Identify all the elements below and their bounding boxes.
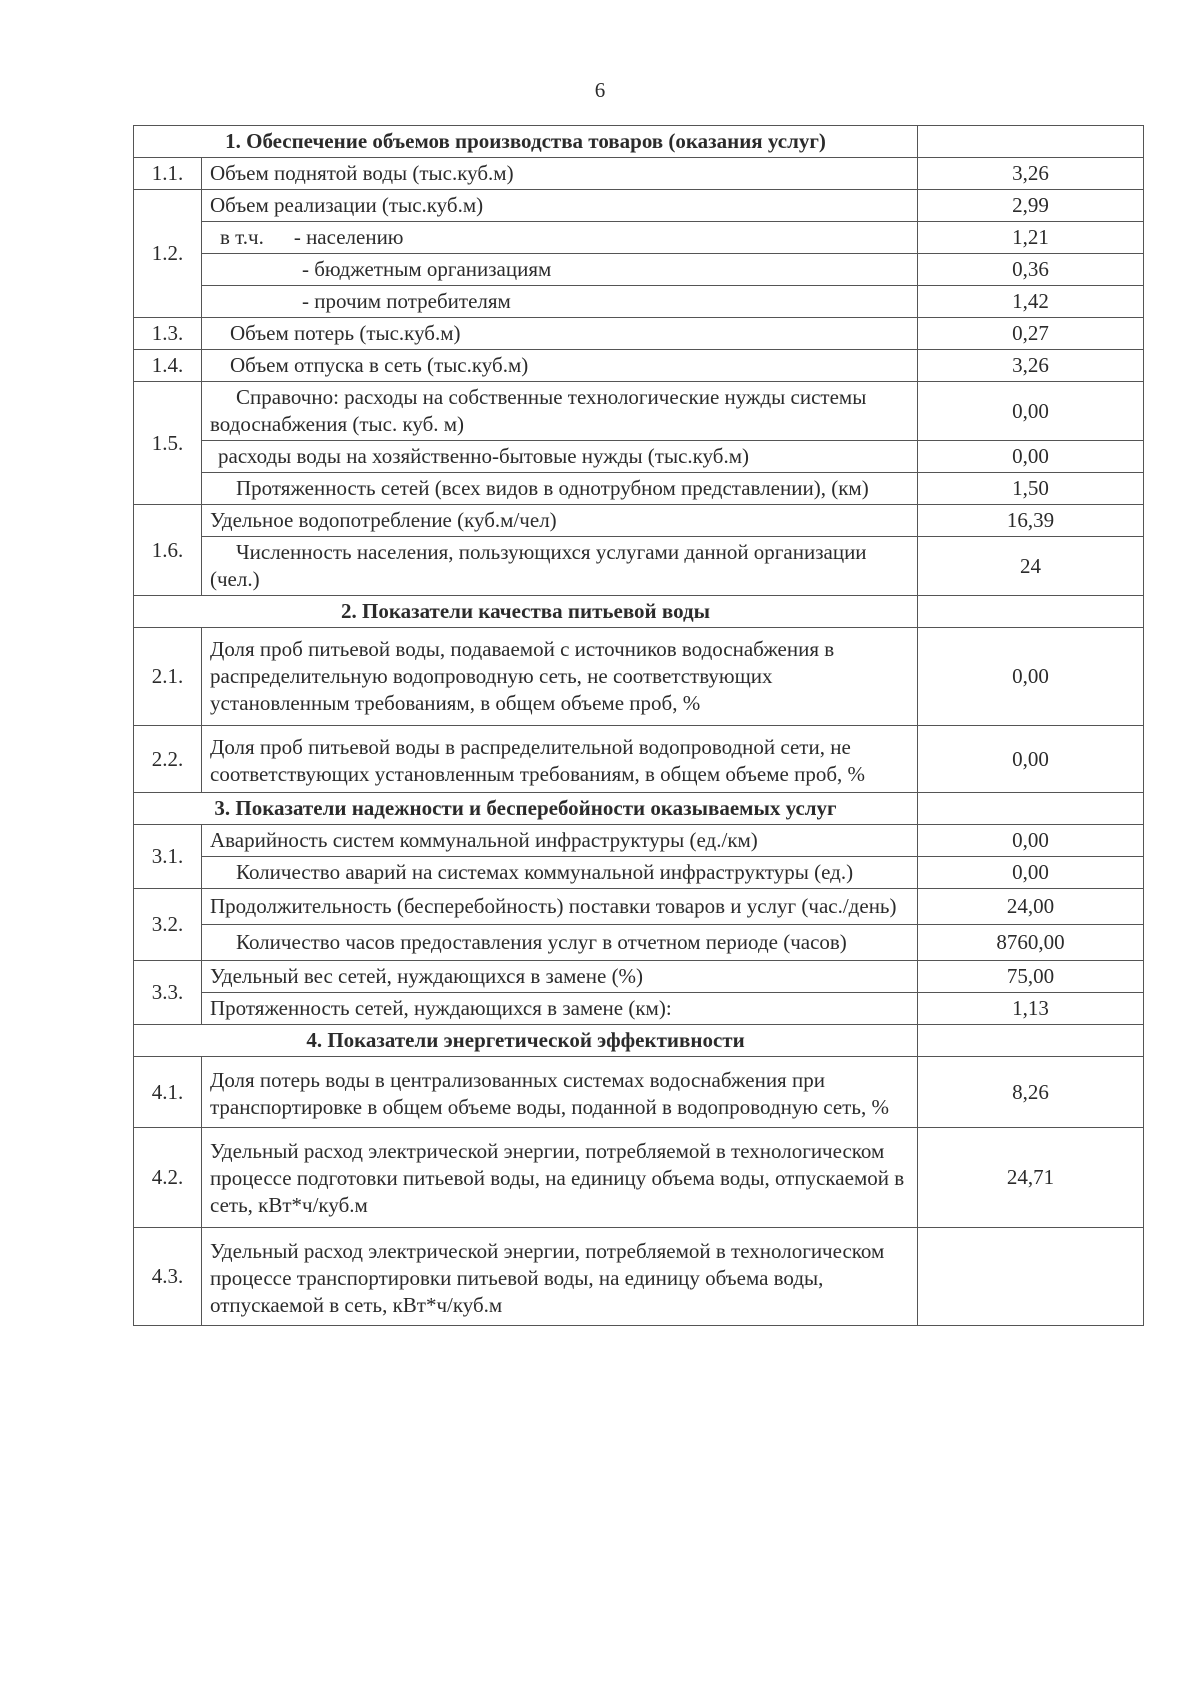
row-description: Доля потерь воды в централизованных системах водоснабжения при транспортировке в общем объеме воды, поданной в водопроводную сеть, % xyxy=(202,1057,918,1128)
row-description: Удельное водопотребление (куб.м/чел) xyxy=(202,505,918,537)
row-number: 2.2. xyxy=(134,726,202,793)
row-description: Численность населения, пользующихся услугами данной организации (чел.) xyxy=(202,537,918,596)
row-value: 0,00 xyxy=(918,382,1144,441)
section-header-row xyxy=(134,1025,1144,1057)
row-description: расходы воды на хозяйственно-бытовые нужды (тыс.куб.м) xyxy=(202,441,918,473)
row-description: Удельный расход электрической энергии, потребляемой в технологическом процессе транспортировки питьевой воды, на единицу объема воды, отпускаемой в сеть, кВт*ч/куб.м xyxy=(202,1228,918,1326)
row-value: 0,00 xyxy=(918,726,1144,793)
row-description: - бюджетным организациям xyxy=(202,254,918,286)
row-description: Объем отпуска в сеть (тыс.куб.м) xyxy=(202,350,918,382)
row-value: 75,00 xyxy=(918,961,1144,993)
row-value: 0,00 xyxy=(918,857,1144,889)
row-description: Протяженность сетей, нуждающихся в замене (км): xyxy=(202,993,918,1025)
section-value-cell xyxy=(918,1025,1144,1057)
section-1-title: 1. Обеспечение объемов производства товаров (оказания услуг) xyxy=(134,126,918,158)
table-row xyxy=(134,222,1144,254)
row-number: 4.1. xyxy=(134,1057,202,1128)
row-description: Справочно: расходы на собственные технологические нужды системы водоснабжения (тыс. куб. м) xyxy=(202,382,918,441)
section-3-title: 3. Показатели надежности и бесперебойности оказываемых услуг xyxy=(134,793,918,825)
row-value: 8,26 xyxy=(918,1057,1144,1128)
table-row xyxy=(134,993,1144,1025)
row-number: 1.6. xyxy=(134,505,202,596)
row-number: 1.5. xyxy=(134,382,202,505)
indicators-table xyxy=(133,125,1144,1326)
row-description xyxy=(202,222,918,254)
row-value: 0,27 xyxy=(918,318,1144,350)
table-row xyxy=(134,1057,1144,1128)
row-value: 0,36 xyxy=(918,254,1144,286)
section-value-cell xyxy=(918,793,1144,825)
row-description: Протяженность сетей (всех видов в однотрубном представлении), (км) xyxy=(202,473,918,505)
row-number: 1.2. xyxy=(134,190,202,318)
row-prefix: в т.ч. xyxy=(220,225,264,249)
table-row xyxy=(134,505,1144,537)
row-value: 0,00 xyxy=(918,628,1144,726)
table-row xyxy=(134,925,1144,961)
row-number: 3.2. xyxy=(134,889,202,961)
section-header-row xyxy=(134,126,1144,158)
row-description: Объем потерь (тыс.куб.м) xyxy=(202,318,918,350)
table-row xyxy=(134,1228,1144,1326)
row-value xyxy=(918,1228,1144,1326)
table-row xyxy=(134,1128,1144,1228)
page-number: 6 xyxy=(594,78,606,102)
row-description: Доля проб питьевой воды в распределительной водопроводной сети, не соответствующих установленным требованиям, в общем объеме проб, % xyxy=(202,726,918,793)
table-row xyxy=(134,726,1144,793)
section-value-cell xyxy=(918,126,1144,158)
row-value: 24,71 xyxy=(918,1128,1144,1228)
row-value: 3,26 xyxy=(918,158,1144,190)
section-header-row xyxy=(134,596,1144,628)
table-row xyxy=(134,857,1144,889)
table-row xyxy=(134,254,1144,286)
row-description: Аварийность систем коммунальной инфраструктуры (ед./км) xyxy=(202,825,918,857)
row-number: 1.1. xyxy=(134,158,202,190)
table-row xyxy=(134,318,1144,350)
row-value: 0,00 xyxy=(918,441,1144,473)
row-value: 24,00 xyxy=(918,889,1144,925)
table-row xyxy=(134,961,1144,993)
row-number: 4.2. xyxy=(134,1128,202,1228)
row-value: 8760,00 xyxy=(918,925,1144,961)
table-row xyxy=(134,441,1144,473)
row-subdescription: - населению xyxy=(293,225,404,249)
row-value: 24 xyxy=(918,537,1144,596)
table-row xyxy=(134,889,1144,925)
row-value: 16,39 xyxy=(918,505,1144,537)
row-value: 2,99 xyxy=(918,190,1144,222)
section-header-row xyxy=(134,793,1144,825)
table-row xyxy=(134,537,1144,596)
row-description: Продолжительность (бесперебойность) поставки товаров и услуг (час./день) xyxy=(202,889,918,925)
table-row xyxy=(134,286,1144,318)
row-value: 3,26 xyxy=(918,350,1144,382)
row-value: 1,13 xyxy=(918,993,1144,1025)
row-description: Удельный вес сетей, нуждающихся в замене (%) xyxy=(202,961,918,993)
section-value-cell xyxy=(918,596,1144,628)
row-description: Доля проб питьевой воды, подаваемой с источников водоснабжения в распределительную водопроводную сеть, не соответствующих установленным требованиям, в общем объеме проб, % xyxy=(202,628,918,726)
row-number: 3.3. xyxy=(134,961,202,1025)
row-value: 1,21 xyxy=(918,222,1144,254)
table-row xyxy=(134,825,1144,857)
row-description: Объем поднятой воды (тыс.куб.м) xyxy=(202,158,918,190)
row-value: 0,00 xyxy=(918,825,1144,857)
row-description: Удельный расход электрической энергии, потребляемой в технологическом процессе подготовки питьевой воды, на единицу объема воды, отпускаемой в сеть, кВт*ч/куб.м xyxy=(202,1128,918,1228)
row-description: - прочим потребителям xyxy=(202,286,918,318)
table-row xyxy=(134,628,1144,726)
row-number: 2.1. xyxy=(134,628,202,726)
table-row xyxy=(134,473,1144,505)
row-number: 1.4. xyxy=(134,350,202,382)
row-description: Количество аварий на системах коммунальной инфраструктуры (ед.) xyxy=(202,857,918,889)
row-number: 3.1. xyxy=(134,825,202,889)
row-number: 1.3. xyxy=(134,318,202,350)
row-value: 1,42 xyxy=(918,286,1144,318)
section-4-title: 4. Показатели энергетической эффективности xyxy=(134,1025,918,1057)
table-row xyxy=(134,190,1144,222)
table-row xyxy=(134,350,1144,382)
row-number: 4.3. xyxy=(134,1228,202,1326)
table-row xyxy=(134,382,1144,441)
row-description: Количество часов предоставления услуг в отчетном периоде (часов) xyxy=(202,925,918,961)
section-2-title: 2. Показатели качества питьевой воды xyxy=(134,596,918,628)
row-description: Объем реализации (тыс.куб.м) xyxy=(202,190,918,222)
row-value: 1,50 xyxy=(918,473,1144,505)
table-row xyxy=(134,158,1144,190)
